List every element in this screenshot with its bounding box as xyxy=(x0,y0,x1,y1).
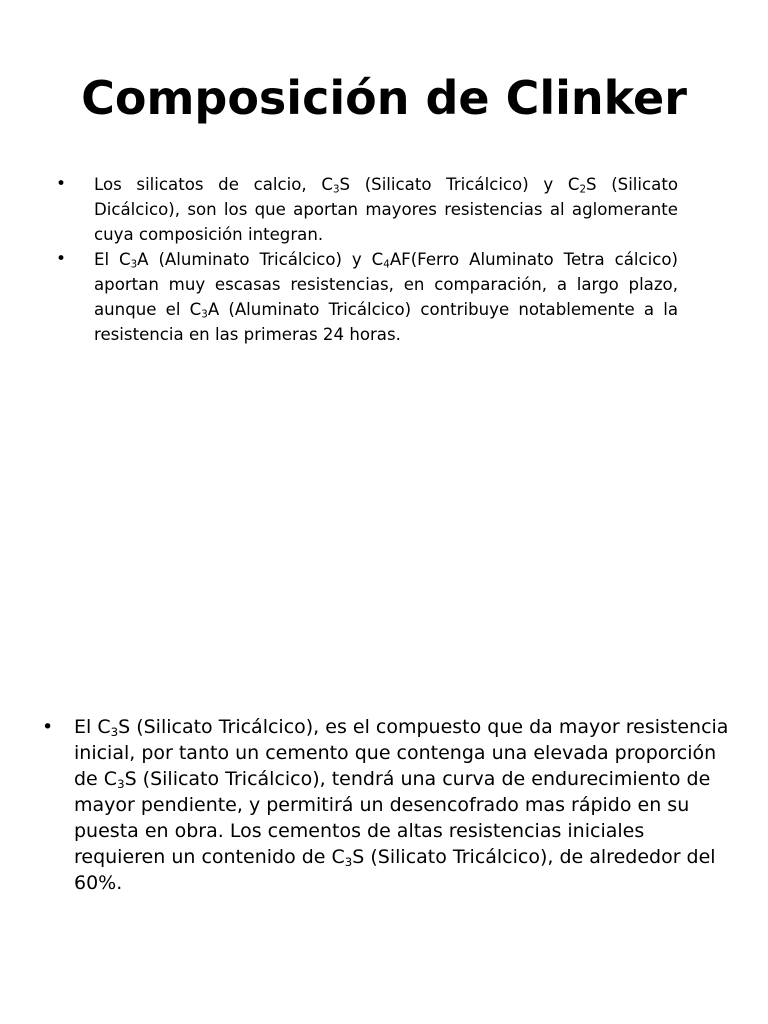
bullet-text xyxy=(74,714,732,896)
bullet-point-icon: • xyxy=(42,716,54,738)
subscript: 3 xyxy=(201,308,208,321)
text-run: S (Silicato Tricálcico) y C xyxy=(339,175,580,194)
subscript: 3 xyxy=(344,854,353,869)
text-run: AF(Ferro Aluminato Tetra cálcico) aportan muy escasas resistencias, en comparación, a largo plazo, aunque el C xyxy=(94,250,678,319)
subscript: 3 xyxy=(332,183,340,196)
text-run: S (Silicato Tricálcico), es el compuesto que da mayor resistencia inicial, por tanto un cemento que contenga una elevada proporción de C xyxy=(74,716,729,790)
text-run: S (Silicato Tricálcico), tendrá una curva de endurecimiento de mayor pendiente, y permitirá un desencofrado mas rápido en su puesta en obra. Los cementos de altas resistencias iniciales requieren un contenido de C xyxy=(74,768,711,868)
subscript: 3 xyxy=(117,776,125,791)
subscript: 3 xyxy=(130,258,138,271)
bullet-item xyxy=(56,172,678,247)
subscript: 4 xyxy=(383,258,390,271)
text-run: El C xyxy=(74,716,111,738)
text-run: A (Aluminato Tricálcico) y C xyxy=(137,250,384,269)
bullet-text xyxy=(94,247,678,347)
text-run: Los silicatos de calcio, C xyxy=(94,175,333,194)
text-run: S (Silicato Tricálcico), de alrededor del 60%. xyxy=(74,846,716,894)
text-run: S (Silicato Dicálcico), son los que aportan mayores resistencias al aglomerante cuya composición integran. xyxy=(94,175,678,244)
subscript: 2 xyxy=(579,183,586,196)
subscript: 3 xyxy=(110,724,119,739)
bullet-point-icon: • xyxy=(56,249,67,269)
page-title: Composición de Clinker xyxy=(81,71,687,125)
bullet-point-icon: • xyxy=(56,174,67,194)
bullet-item xyxy=(42,714,732,896)
bullet-text xyxy=(94,172,678,247)
text-run: A (Aluminato Tricálcico) contribuye notablemente a la resistencia en las primeras 24 horas. xyxy=(94,300,678,344)
bottom-bullet-list xyxy=(42,714,732,896)
top-bullet-list xyxy=(56,172,678,347)
text-run: El C xyxy=(94,250,131,269)
bullet-item xyxy=(56,247,678,347)
